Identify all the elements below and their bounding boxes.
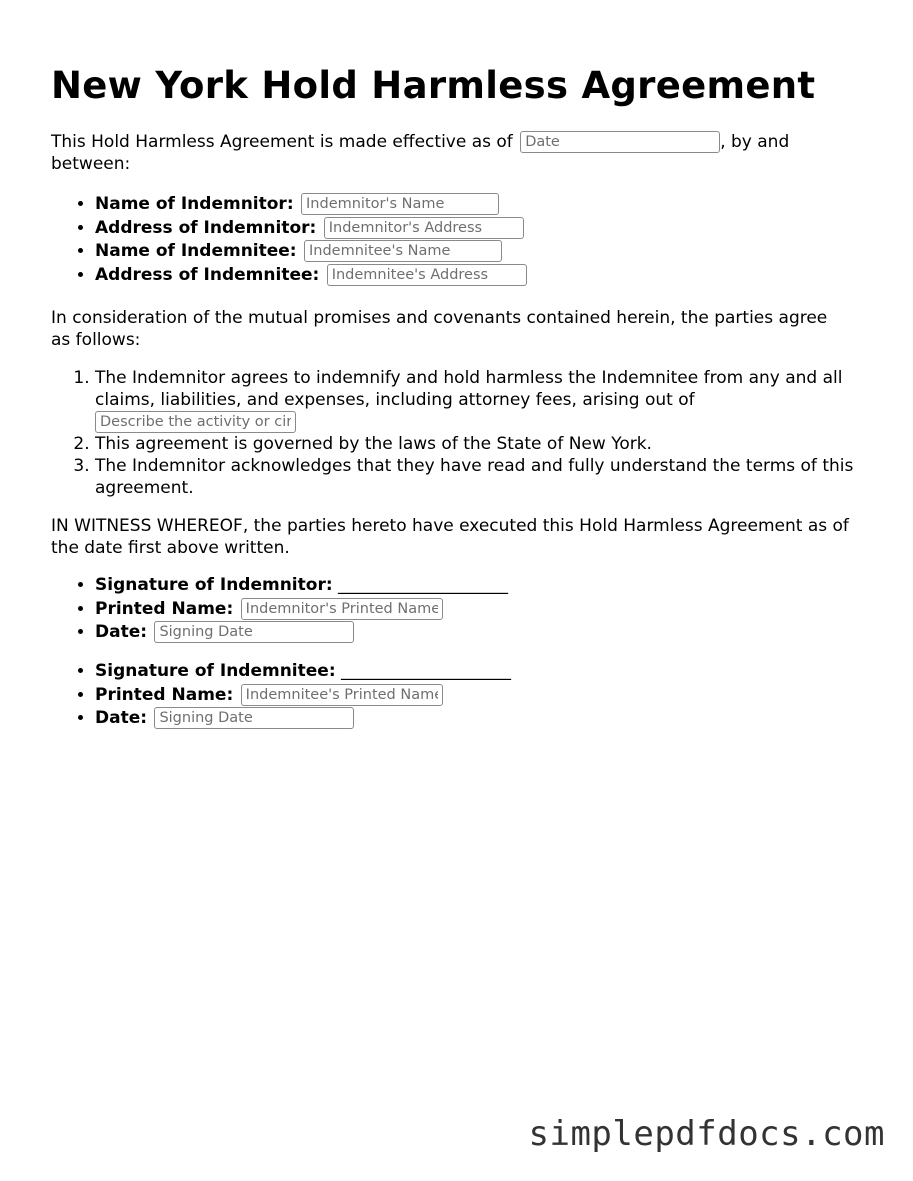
intro-text-before: This Hold Harmless Agreement is made effective as of: [51, 132, 519, 152]
indemnitee-date-input[interactable]: [154, 707, 354, 729]
list-item: [95, 684, 511, 708]
intro-paragraph: [51, 131, 851, 175]
list-item: [95, 193, 527, 217]
indemnitor-signature-line[interactable]: ____________________: [338, 575, 509, 595]
intro-text-after: , by and between:: [51, 132, 790, 174]
term-1-text: The Indemnitor agrees to indemnify and hold harmless the Indemnitee from any and all claims, liabilities, and expenses, including attorney fees, arising out of: [95, 368, 843, 410]
indemnitee-signature-line[interactable]: ____________________: [341, 661, 512, 681]
terms-list: [95, 367, 865, 499]
indemnitor-printed-name-label: Printed Name:: [95, 598, 234, 619]
parties-list: [95, 193, 527, 287]
indemnitee-signature-label: Signature of Indemnitee:: [95, 661, 336, 681]
term-item-1: [95, 367, 865, 433]
list-item: [95, 621, 508, 645]
indemnitor-name-input[interactable]: [301, 193, 499, 215]
indemnitor-address-label: Address of Indemnitor:: [95, 217, 317, 238]
indemnitee-printed-name-label: Printed Name:: [95, 684, 234, 705]
indemnitee-name-label: Name of Indemnitee:: [95, 241, 297, 261]
consideration-paragraph: In consideration of the mutual promises and covenants contained herein, the parties agree as follows:: [51, 308, 828, 350]
indemnitor-signature-block: [95, 574, 508, 645]
page-title: New York Hold Harmless Agreement: [51, 64, 816, 107]
list-item: [95, 598, 508, 622]
indemnitor-name-label: Name of Indemnitor:: [95, 194, 294, 214]
indemnitee-address-input[interactable]: [327, 264, 527, 286]
indemnitee-date-label: Date:: [95, 708, 148, 728]
list-item: [95, 240, 527, 264]
list-item: [95, 264, 527, 288]
term-item-3: 3. The Indemnitor acknowledges that they have read and fully understand the terms of this agreement.: [95, 455, 865, 499]
indemnitor-date-label: Date:: [95, 622, 148, 642]
term-item-2: 2. This agreement is governed by the laws of the State of New York.: [95, 433, 865, 455]
indemnitee-signature-block: [95, 660, 511, 731]
indemnitee-printed-name-input[interactable]: [241, 684, 443, 706]
indemnitee-address-label: Address of Indemnitee:: [95, 264, 320, 285]
activity-description-input[interactable]: [95, 411, 296, 433]
indemnitor-printed-name-input[interactable]: [241, 598, 443, 620]
indemnitor-signature-label: Signature of Indemnitor:: [95, 575, 333, 595]
list-item: [95, 660, 511, 684]
witness-paragraph: IN WITNESS WHEREOF, the parties hereto have executed this Hold Harmless Agreement as of the date first above written.: [51, 516, 849, 558]
indemnitee-name-input[interactable]: [304, 240, 502, 262]
indemnitor-address-input[interactable]: [324, 217, 524, 239]
brand-watermark: simplepdfdocs.com: [528, 1114, 885, 1154]
list-item: [95, 574, 508, 598]
list-item: [95, 217, 527, 241]
effective-date-input[interactable]: [520, 131, 720, 153]
list-item: [95, 707, 511, 731]
indemnitor-date-input[interactable]: [154, 621, 354, 643]
